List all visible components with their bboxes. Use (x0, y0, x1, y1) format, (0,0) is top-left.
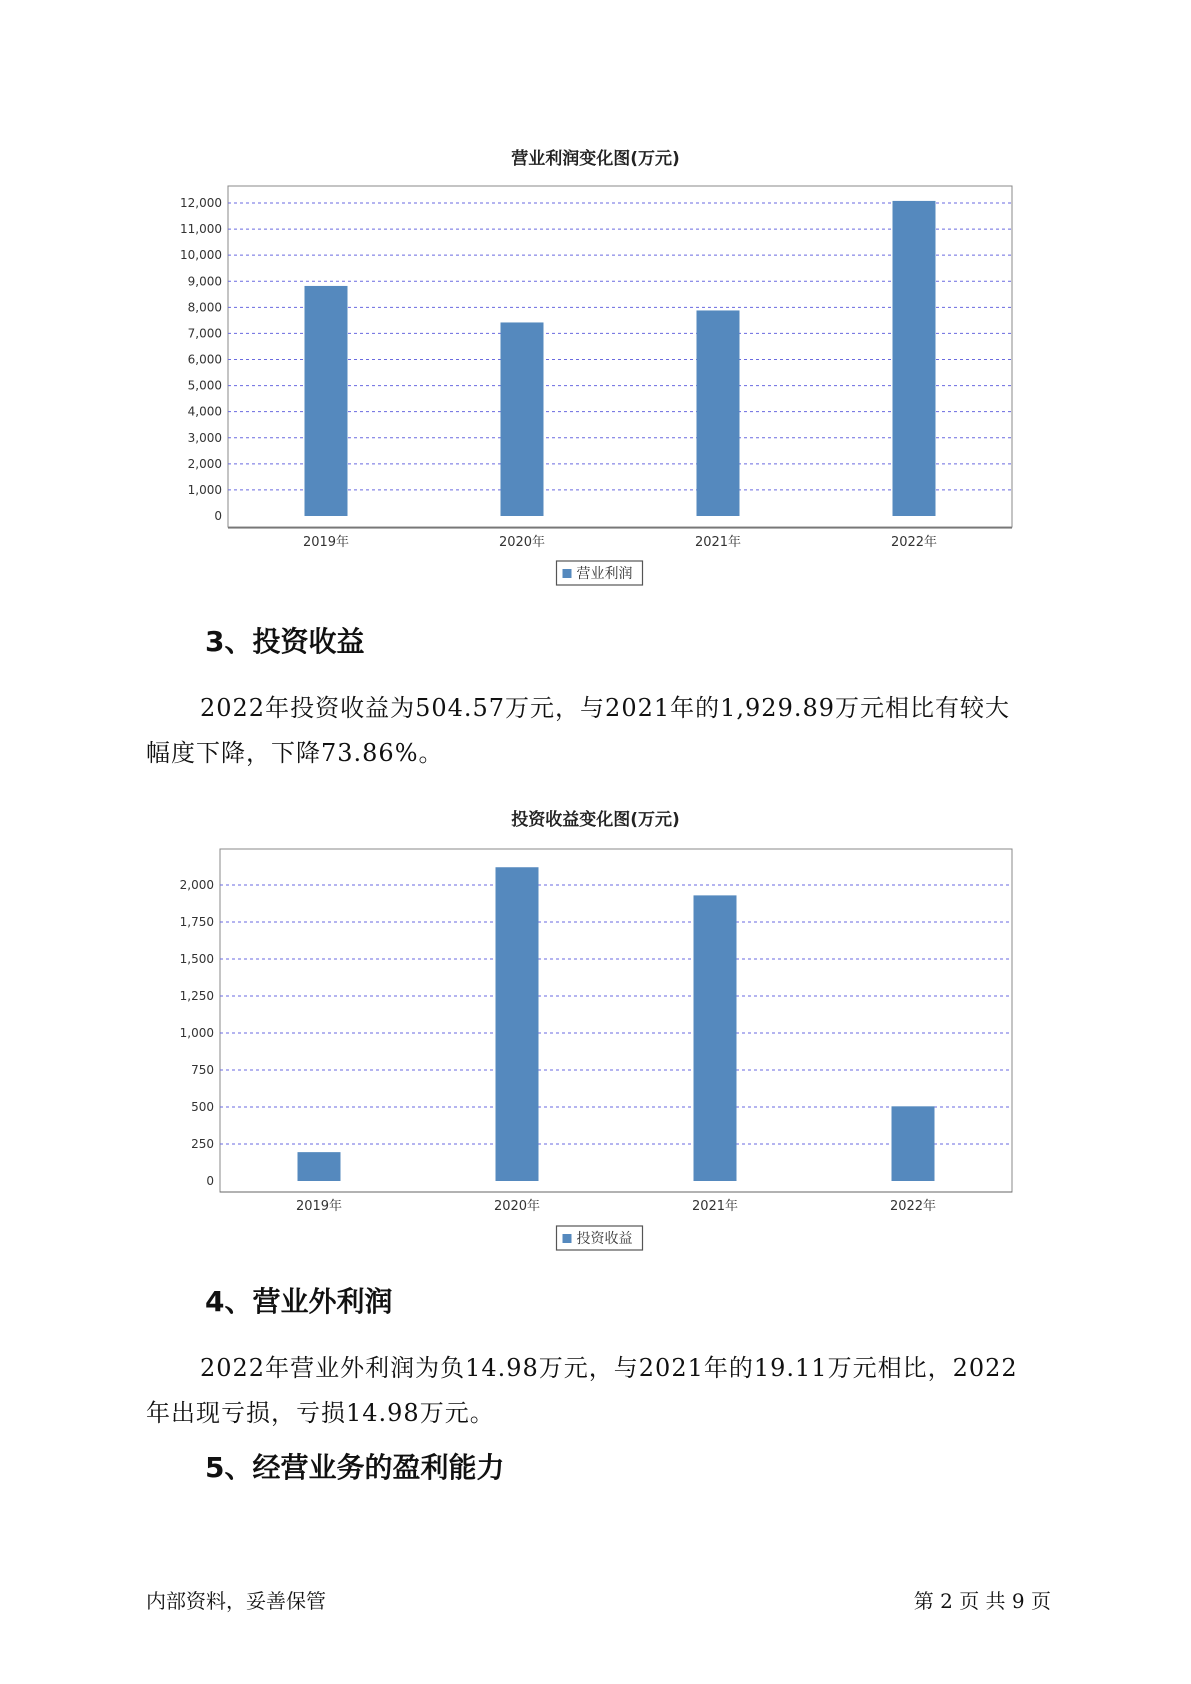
chart1-ytick-label: 7,000 (187, 326, 222, 341)
chart2-ytick-label: 0 (206, 1174, 214, 1188)
chart1-ytick-label: 6,000 (187, 352, 222, 367)
chart2-bar (892, 1106, 935, 1181)
chart2-bar (496, 867, 539, 1181)
chart2-title: 投资收益变化图(万元) (511, 810, 680, 830)
chart2-ytick-label: 1,000 (179, 1026, 214, 1040)
chart1-category-label: 2019年 (302, 535, 350, 550)
footer-page-number: 第 2 页 共 9 页 (913, 1589, 1051, 1613)
chart1-category-label: 2020年 (498, 535, 546, 550)
section3-line1: 2022年投资收益为504.57万元，与2021年的1,929.89万元相比有较大 (200, 694, 1011, 722)
section5-heading: 5、经营业务的盈利能力 (205, 1451, 505, 1484)
chart1-ytick-label: 12,000 (180, 196, 222, 210)
chart2-category-label: 2019年 (295, 1199, 343, 1214)
section4-line1: 2022年营业外利润为负14.98万元，与2021年的19.11万元相比，2022 (200, 1354, 1018, 1382)
chart2-category-label: 2021年 (691, 1199, 739, 1214)
chart1-ytick-label: 9,000 (187, 274, 222, 289)
chart2-ytick-label: 1,750 (179, 915, 214, 929)
chart2-legend-label: 投资收益 (576, 1231, 633, 1247)
chart1-title: 营业利润变化图(万元) (511, 149, 680, 169)
chart2-ytick-label: 500 (191, 1100, 214, 1114)
chart1-ytick-label: 2,000 (187, 456, 222, 471)
chart1-category-label: 2021年 (694, 535, 742, 550)
section4-heading: 4、营业外利润 (205, 1285, 393, 1318)
chart2-bar (694, 895, 737, 1181)
section3-line2: 幅度下降，下降73.86%。 (146, 739, 444, 767)
section4-line2: 年出现亏损，亏损14.98万元。 (146, 1399, 495, 1427)
chart2-legend (557, 1226, 643, 1250)
chart1-ytick-label: 0 (214, 509, 222, 523)
chart1-ytick-label: 11,000 (180, 222, 222, 237)
chart2-ytick-label: 1,500 (179, 952, 214, 966)
chart1-ytick-label: 3,000 (187, 430, 222, 445)
chart2-ytick-label: 250 (191, 1137, 214, 1151)
chart1-ytick-label: 1,000 (187, 482, 222, 497)
chart1-category-label: 2022年 (890, 535, 938, 550)
section3-heading: 3、投资收益 (205, 625, 365, 658)
chart2-category-label: 2020年 (493, 1199, 541, 1214)
chart1-ytick-label: 8,000 (187, 300, 222, 315)
chart2-bar (298, 1152, 341, 1181)
chart2-ytick-label: 1,250 (179, 989, 214, 1003)
chart2-legend-swatch (563, 1234, 572, 1243)
chart1-legend-label: 营业利润 (576, 566, 633, 582)
chart1-ytick-label: 4,000 (187, 404, 222, 419)
chart2-ytick-label: 750 (191, 1063, 214, 1077)
section4-paragraph (146, 1346, 1046, 1436)
chart1-ytick-label: 5,000 (187, 378, 222, 393)
chart2-category-label: 2022年 (889, 1199, 937, 1214)
chart2-ytick-label: 2,000 (179, 878, 214, 892)
footer-confidential: 内部资料，妥善保管 (146, 1589, 326, 1613)
chart1-ytick-label: 10,000 (180, 248, 222, 263)
